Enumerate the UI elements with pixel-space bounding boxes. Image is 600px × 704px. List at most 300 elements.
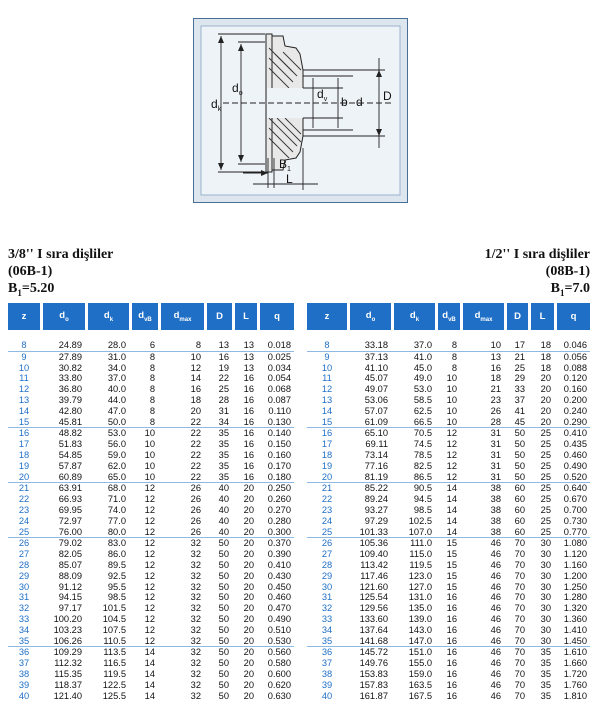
col-dvb: $d_{vB}$ xyxy=(129,303,158,330)
table-cell: 70 xyxy=(514,613,525,624)
table-cell: 105.36 xyxy=(359,538,388,549)
table-cell: 39 xyxy=(18,679,30,690)
table-cell: 69.11 xyxy=(365,439,388,450)
table-cell: 40 xyxy=(218,494,229,505)
table-cell: 1.610 xyxy=(563,647,587,658)
table-cell: 11 xyxy=(19,373,29,384)
table-row xyxy=(307,582,590,593)
col-dvb: $d_{vB}$ xyxy=(435,303,460,330)
table-cell: 40 xyxy=(18,690,30,701)
table-cell: 22 xyxy=(190,439,201,450)
table-row xyxy=(8,472,294,484)
table-cell: 30 xyxy=(540,624,551,635)
table-cell: 29 xyxy=(18,570,30,581)
table-cell: 41 xyxy=(514,405,525,416)
table-cell: 0.630 xyxy=(267,690,291,701)
table-cell: 15 xyxy=(446,559,457,570)
table-cell: 0.046 xyxy=(554,340,590,352)
table-cell: 27 xyxy=(321,549,333,560)
table-cell: 12 xyxy=(144,559,155,570)
table-row xyxy=(307,373,590,384)
table-row xyxy=(307,592,590,603)
table-cell: 157.83 xyxy=(359,679,388,690)
table-row xyxy=(8,417,294,429)
table-cell: 14 xyxy=(446,504,457,515)
table-cell: 94.5 xyxy=(413,494,432,505)
table-cell: 8 xyxy=(451,351,457,362)
table-row xyxy=(8,582,294,593)
table-cell: 42.80 xyxy=(58,405,82,416)
table-header xyxy=(307,303,590,330)
label-do: $d_o$ xyxy=(232,81,243,97)
table-cell: 16 xyxy=(243,405,254,416)
table-row xyxy=(307,691,590,702)
table-cell: 62.5 xyxy=(413,405,432,416)
table-cell: 145.72 xyxy=(359,647,388,658)
table-cell: 22 xyxy=(158,472,204,484)
table-cell: 50 xyxy=(514,439,525,450)
table-cell: 70 xyxy=(514,690,525,701)
table-cell: 56.0 xyxy=(107,439,126,450)
table-cell: 0.410 xyxy=(267,559,291,570)
table-cell: 26 xyxy=(490,405,501,416)
table-cell: 38 xyxy=(18,668,30,679)
table-cell: 26 xyxy=(158,527,204,539)
table-cell: 37 xyxy=(514,394,525,405)
table-row xyxy=(307,395,590,406)
table-cell: 70 xyxy=(514,570,525,581)
table-cell: 89.5 xyxy=(107,559,126,570)
table-cell: 0.620 xyxy=(267,679,291,690)
table-cell: 15 xyxy=(446,549,457,560)
table-cell: 18 xyxy=(321,449,333,460)
table-cell: 24 xyxy=(18,515,30,526)
table-cell: 46 xyxy=(490,624,501,635)
table-cell: 16 xyxy=(446,624,457,635)
table-cell: 20 xyxy=(243,658,254,669)
table-cell: 46 xyxy=(490,592,501,603)
table-cell: 109.29 xyxy=(53,647,82,658)
table-cell: 18 xyxy=(540,362,551,373)
table-cell: 25 xyxy=(540,439,551,450)
table-cell: 53.0 xyxy=(107,428,126,439)
table-cell: 25 xyxy=(218,384,229,395)
table-cell: 22 xyxy=(321,494,333,505)
table-cell: 25 xyxy=(540,504,551,515)
label-L: L xyxy=(286,172,293,186)
table-cell: 70 xyxy=(514,581,525,592)
table-row xyxy=(8,538,294,549)
table-cell: 0.025 xyxy=(267,351,291,362)
table-cell: 50 xyxy=(218,603,229,614)
table-cell: 29 xyxy=(321,570,333,581)
table-row xyxy=(307,560,590,571)
table-cell: 16 xyxy=(232,472,257,484)
table-cell: 50 xyxy=(514,449,525,460)
table-cell: 36 xyxy=(18,647,30,658)
table-cell: 0.018 xyxy=(257,340,294,352)
table-cell: 15 xyxy=(8,417,40,429)
right-table-heading xyxy=(485,246,590,302)
table-cell: 0.640 xyxy=(563,483,587,494)
table-cell: 58.5 xyxy=(413,394,432,405)
table-cell: 20 xyxy=(8,472,40,484)
table-cell: 65.0 xyxy=(85,472,129,484)
sprocket-table-08b1 xyxy=(307,303,590,701)
table-cell: 0.730 xyxy=(563,515,587,526)
table-header xyxy=(8,303,294,330)
table-cell: 23 xyxy=(321,504,333,515)
table-cell: 26 xyxy=(321,538,333,549)
table-cell: 6 xyxy=(129,340,158,352)
table-cell: 20 xyxy=(243,613,254,624)
table-cell: 70 xyxy=(514,549,525,560)
table-cell: 0.470 xyxy=(267,603,291,614)
table-cell: 22 xyxy=(190,428,201,439)
table-cell: 18 xyxy=(190,394,201,405)
table-row xyxy=(307,384,590,395)
label-dv: $d_v$ xyxy=(317,87,328,103)
table-cell: 0.390 xyxy=(267,549,291,560)
table-cell: 22 xyxy=(158,417,204,429)
table-cell: 12 xyxy=(144,592,155,603)
table-cell: 40 xyxy=(321,690,333,701)
table-cell: 123.0 xyxy=(408,570,432,581)
table-cell: 8 xyxy=(451,362,457,373)
table-cell: 12 xyxy=(144,570,155,581)
table-row xyxy=(8,439,294,450)
table-cell: 82.05 xyxy=(58,549,82,560)
table-cell: 20 xyxy=(243,494,254,505)
table-cell: 0.170 xyxy=(267,460,291,471)
table-cell: 0.370 xyxy=(267,538,291,549)
table-cell: 15 xyxy=(446,581,457,592)
table-cell: 25 xyxy=(540,428,551,439)
table-cell: 30 xyxy=(540,538,551,549)
table-cell: 69.95 xyxy=(58,504,82,515)
table-cell: 66.5 xyxy=(391,417,435,429)
table-cell: 12 xyxy=(129,636,158,648)
table-cell: 0.530 xyxy=(257,636,294,648)
table-cell: 27.89 xyxy=(58,351,82,362)
table-cell: 0.110 xyxy=(268,405,291,416)
table-cell: 30 xyxy=(528,636,554,648)
table-cell: 20 xyxy=(307,472,347,484)
table-cell: 8 xyxy=(149,373,155,384)
table-cell: 31 xyxy=(490,439,501,450)
table-row xyxy=(8,560,294,571)
table-cell: 83.0 xyxy=(107,538,126,549)
table-row xyxy=(307,625,590,636)
table-cell: 30 xyxy=(540,570,551,581)
table-cell: 35 xyxy=(540,690,551,701)
table-cell: 131.0 xyxy=(408,592,432,603)
table-cell: 70 xyxy=(514,668,525,679)
table-cell: 0.054 xyxy=(267,373,291,384)
table-cell: 12 xyxy=(446,460,457,471)
table-cell: 50 xyxy=(218,658,229,669)
table-cell: 46 xyxy=(490,559,501,570)
left-b1: $B_1=5.20$ xyxy=(8,281,55,298)
table-row xyxy=(8,352,294,363)
table-cell: 1.810 xyxy=(563,690,587,701)
table-cell: 19 xyxy=(321,460,333,471)
table-cell: 50 xyxy=(218,613,229,624)
table-cell: 28 xyxy=(18,559,30,570)
table-cell: 16 xyxy=(446,679,457,690)
table-cell: 129.56 xyxy=(359,603,388,614)
table-cell: 32 xyxy=(190,603,201,614)
table-cell: 25 xyxy=(540,449,551,460)
table-cell: 50 xyxy=(514,460,525,471)
table-cell: 97.17 xyxy=(58,603,82,614)
table-cell: 0.770 xyxy=(554,527,590,539)
table-cell: 20 xyxy=(190,405,201,416)
table-cell: 0.034 xyxy=(267,362,291,373)
table-cell: 25 xyxy=(307,527,347,539)
table-cell: 13 xyxy=(243,351,254,362)
table-cell: 21 xyxy=(18,483,30,494)
table-cell: 9 xyxy=(21,351,27,362)
table-cell: 0.068 xyxy=(267,384,291,395)
table-cell: 85.07 xyxy=(58,559,82,570)
table-cell: 51.83 xyxy=(58,439,82,450)
table-cell: 32 xyxy=(190,559,201,570)
table-cell: 24 xyxy=(321,515,333,526)
table-cell: 119.5 xyxy=(409,559,432,570)
table-cell: 70 xyxy=(514,624,525,635)
table-cell: 18 xyxy=(18,449,30,460)
table-cell: 22 xyxy=(190,449,201,460)
spacer-cell xyxy=(8,330,294,340)
table-cell: 27 xyxy=(18,549,30,560)
table-row xyxy=(307,483,590,494)
col-q: q xyxy=(554,303,590,330)
table-cell: 53.0 xyxy=(413,384,432,395)
table-cell: 141.68 xyxy=(347,636,391,648)
table-row xyxy=(8,603,294,614)
table-cell: 37.13 xyxy=(364,351,388,362)
table-row xyxy=(8,516,294,527)
table-cell: 28.0 xyxy=(85,340,129,352)
table-cell: 14 xyxy=(446,483,457,494)
table-row xyxy=(307,428,590,439)
table-cell: 112.32 xyxy=(54,658,82,669)
table-cell: 48.82 xyxy=(58,428,82,439)
table-cell: 12 xyxy=(144,483,155,494)
table-cell: 50 xyxy=(504,472,528,484)
table-cell: 139.0 xyxy=(408,613,432,624)
table-cell: 20 xyxy=(243,668,254,679)
table-cell: 16 xyxy=(243,384,254,395)
table-cell: 50 xyxy=(218,679,229,690)
table-cell: 63.91 xyxy=(58,483,82,494)
table-row xyxy=(307,549,590,560)
table-cell: 70 xyxy=(514,559,525,570)
table-cell: 70 xyxy=(514,592,525,603)
table-cell: 70 xyxy=(514,603,525,614)
table-cell: 38 xyxy=(321,668,333,679)
table-cell: 13 xyxy=(243,362,254,373)
table-row xyxy=(307,669,590,680)
table-cell: 16 xyxy=(18,428,30,439)
table-cell: 25 xyxy=(8,527,40,539)
table-cell: 10 xyxy=(144,460,155,471)
table-cell: 14 xyxy=(144,658,155,669)
table-cell: 12 xyxy=(446,428,457,439)
table-row xyxy=(307,340,590,352)
table-cell: 72.97 xyxy=(58,515,82,526)
table-cell: 50 xyxy=(514,428,525,439)
table-cell: 14 xyxy=(435,527,460,539)
table-cell: 106.26 xyxy=(40,636,85,648)
table-cell: 49.07 xyxy=(364,384,388,395)
table-cell: 54.85 xyxy=(58,449,82,460)
table-cell: 46 xyxy=(490,613,501,624)
table-cell: 18 xyxy=(490,373,501,384)
table-cell: 46 xyxy=(490,581,501,592)
table-row xyxy=(307,505,590,516)
col-z: z xyxy=(307,303,347,330)
table-row xyxy=(307,494,590,505)
table-cell: 1.280 xyxy=(563,592,587,603)
table-cell: 20 xyxy=(243,570,254,581)
table-cell: 30 xyxy=(540,581,551,592)
table-cell: 0.435 xyxy=(563,439,587,450)
table-cell: 32 xyxy=(321,603,333,614)
spacer-cell xyxy=(307,330,590,340)
table-cell: 1.160 xyxy=(563,559,587,570)
table-cell: 12 xyxy=(144,613,155,624)
table-row xyxy=(307,439,590,450)
table-cell: 50.0 xyxy=(85,417,129,429)
table-cell: 50 xyxy=(218,538,229,549)
table-cell: 8 xyxy=(158,340,204,352)
table-cell: 38 xyxy=(490,483,501,494)
table-cell: 9 xyxy=(324,351,330,362)
table-cell: 34 xyxy=(18,624,30,635)
table-cell: 20 xyxy=(243,483,254,494)
table-cell: 155.0 xyxy=(408,658,432,669)
table-cell: 0.160 xyxy=(267,449,291,460)
table-cell: 12 xyxy=(144,549,155,560)
table-row xyxy=(8,691,294,702)
table-cell: 31 xyxy=(460,472,504,484)
table-cell: 125.5 xyxy=(102,690,126,701)
table-cell: 86.5 xyxy=(391,472,435,484)
table-cell: 1.360 xyxy=(563,613,587,624)
table-cell: 1.320 xyxy=(563,603,587,614)
table-cell: 1.200 xyxy=(563,570,587,581)
table-cell: 23 xyxy=(18,504,30,515)
table-cell: 70 xyxy=(514,647,525,658)
col-dk: $d_k$ xyxy=(85,303,129,330)
table-cell: 16 xyxy=(243,460,254,471)
table-cell: 14 xyxy=(144,679,155,690)
table-cell: 101.5 xyxy=(102,603,126,614)
table-cell: 50 xyxy=(218,549,229,560)
table-cell: 0.120 xyxy=(563,373,587,384)
table-cell: 20 xyxy=(528,417,554,429)
table-cell: 16 xyxy=(446,658,457,669)
table-cell: 70 xyxy=(514,538,525,549)
table-cell: 0.160 xyxy=(563,384,587,395)
table-cell: 85.22 xyxy=(364,483,388,494)
table-cell: 135.0 xyxy=(408,603,432,614)
table-cell: 25 xyxy=(528,527,554,539)
table-cell: 12 xyxy=(446,439,457,450)
table-cell: 0.280 xyxy=(267,515,291,526)
table-cell: 45.0 xyxy=(413,362,432,373)
table-cell: 25 xyxy=(540,460,551,471)
table-row xyxy=(8,614,294,625)
table-cell: 18 xyxy=(528,340,554,352)
table-cell: 61.09 xyxy=(347,417,391,429)
table-cell: 37.0 xyxy=(391,340,435,352)
col-dmax: $d_{max}$ xyxy=(158,303,204,330)
table-cell: 0.270 xyxy=(267,504,291,515)
col-do: $d_o$ xyxy=(347,303,391,330)
table-cell: 16 xyxy=(446,592,457,603)
table-cell: 16 xyxy=(232,417,257,429)
table-cell: 89.24 xyxy=(364,494,388,505)
table-cell: 137.64 xyxy=(359,624,388,635)
table-cell: 161.87 xyxy=(359,690,388,701)
table-cell: 71.0 xyxy=(107,494,126,505)
table-row xyxy=(307,647,590,658)
table-cell: 0.460 xyxy=(563,449,587,460)
table-cell: 18 xyxy=(540,351,551,362)
table-row xyxy=(307,472,590,484)
table-cell: 30 xyxy=(540,559,551,570)
table-cell: 22 xyxy=(18,494,30,505)
table-cell: 62.0 xyxy=(107,460,126,471)
table-cell: 14 xyxy=(190,373,201,384)
table-cell: 93.27 xyxy=(364,504,388,515)
table-cell: 16 xyxy=(446,603,457,614)
table-cell: 38 xyxy=(490,494,501,505)
table-row xyxy=(8,658,294,669)
table-cell: 16 xyxy=(243,394,254,405)
table-cell: 15 xyxy=(446,538,457,549)
table-cell: 1.250 xyxy=(563,581,587,592)
table-row xyxy=(8,450,294,461)
table-cell: 32 xyxy=(190,592,201,603)
table-cell: 10 xyxy=(446,394,457,405)
table-cell: 10 xyxy=(144,449,155,460)
table-cell: 10 xyxy=(460,340,504,352)
table-cell: 44.0 xyxy=(107,394,126,405)
table-cell: 14 xyxy=(144,647,155,658)
table-cell: 28 xyxy=(321,559,333,570)
table-cell: 121.40 xyxy=(53,690,82,701)
table-row xyxy=(8,571,294,582)
table-cell: 16 xyxy=(446,613,457,624)
table-cell: 46 xyxy=(490,658,501,669)
table-cell: 0.087 xyxy=(267,394,291,405)
table-cell: 20 xyxy=(243,504,254,515)
col-q: q xyxy=(257,303,294,330)
table-cell: 107.0 xyxy=(391,527,435,539)
table-cell: 113.42 xyxy=(360,559,388,570)
table-cell: 33 xyxy=(321,613,333,624)
table-cell: 10 xyxy=(190,351,201,362)
table-cell: 16 xyxy=(446,668,457,679)
table-cell: 32 xyxy=(190,581,201,592)
table-cell: 25 xyxy=(540,515,551,526)
table-cell: 81.19 xyxy=(347,472,391,484)
right-title: 1/2'' I sıra dişliler xyxy=(484,247,590,262)
